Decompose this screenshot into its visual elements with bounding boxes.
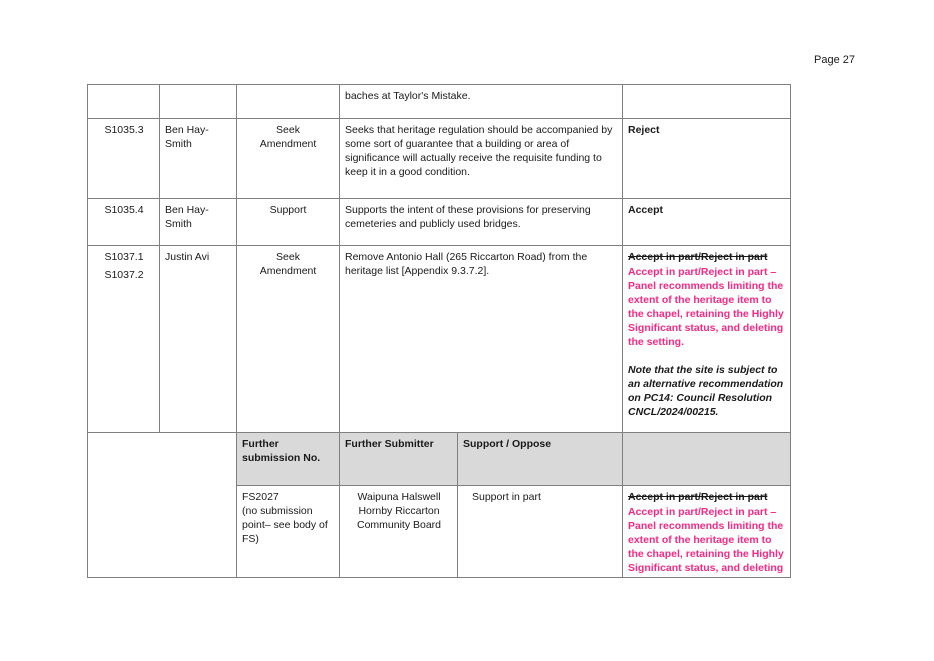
further-number-note-text: (no submission point– see body of FS) bbox=[242, 505, 328, 545]
row1-position-cell: Seek Amendment bbox=[236, 118, 340, 199]
row0-position-cell bbox=[236, 84, 340, 119]
row1-submitter-cell: Ben Hay-Smith bbox=[159, 118, 237, 199]
row3-description-cell: Remove Antonio Hall (265 Riccarton Road) from the heritage list [Appendix 9.3.7.2]. bbox=[339, 245, 623, 433]
further-header-support-oppose-cell: Support / Oppose bbox=[457, 432, 623, 486]
row3-position-cell: Seek Amendment bbox=[236, 245, 340, 433]
row1-submission-no-cell: S1035.3 bbox=[87, 118, 160, 199]
further-row-number-cell bbox=[236, 485, 340, 578]
further-row-support-oppose-cell: Support in part bbox=[457, 485, 623, 578]
further-decision-struck-text: Accept in part/Reject in part bbox=[628, 491, 768, 503]
decision-recommendation-text: Accept in part/Reject in part – Panel recommends limiting the extent of the heritage item to the chapel, retaining the Highly Significant status, and deleting the setting. bbox=[628, 266, 784, 348]
row0-submitter-cell bbox=[159, 84, 237, 119]
row3-submission-no-cell bbox=[87, 245, 160, 433]
further-header-number-cell: Further submission No. bbox=[236, 432, 340, 486]
row2-submitter-cell: Ben Hay-Smith bbox=[159, 198, 237, 246]
row2-description-cell: Supports the intent of these provisions for preserving cemeteries and publicly used bridges. bbox=[339, 198, 623, 246]
further-header-submitter-cell: Further Submitter bbox=[339, 432, 458, 486]
row3-decision-cell bbox=[622, 245, 791, 433]
row1-decision-cell: Reject bbox=[622, 118, 791, 199]
row2-submission-no-cell: S1035.4 bbox=[87, 198, 160, 246]
page-number: Page 27 bbox=[814, 54, 855, 66]
row2-position-cell: Support bbox=[236, 198, 340, 246]
further-row-decision-cell bbox=[622, 485, 791, 578]
further-decision-recommendation-text: Accept in part/Reject in part – Panel recommends limiting the extent of the heritage item to the chapel, retaining the Highly Significant status, and deleting bbox=[628, 506, 784, 574]
submission-no-line2: S1037.2 bbox=[104, 269, 144, 281]
further-row-submitter-cell: Waipuna Halswell Hornby Riccarton Community Board bbox=[339, 485, 458, 578]
row0-submission-no-cell bbox=[87, 84, 160, 119]
further-left-empty-cell bbox=[87, 432, 237, 578]
row3-submitter-cell: Justin Avi bbox=[159, 245, 237, 433]
submission-no-line1: S1037.1 bbox=[104, 251, 144, 263]
row2-decision-cell: Accept bbox=[622, 198, 791, 246]
row0-decision-cell bbox=[622, 84, 791, 119]
submissions-table bbox=[87, 84, 791, 578]
row1-description-cell: Seeks that heritage regulation should be accompanied by some sort of guarantee that a building or area of significance will actually receive the requisite funding to keep it in a good condition. bbox=[339, 118, 623, 199]
row0-description-cell: baches at Taylor's Mistake. bbox=[339, 84, 623, 119]
decision-struck-text: Accept in part/Reject in part bbox=[628, 251, 768, 263]
further-header-decision-cell bbox=[622, 432, 791, 486]
decision-note-text: Note that the site is subject to an alternative recommendation on PC14: Council Resolution CNCL/2024/00215. bbox=[628, 364, 784, 418]
further-number-text: FS2027 bbox=[242, 491, 279, 503]
